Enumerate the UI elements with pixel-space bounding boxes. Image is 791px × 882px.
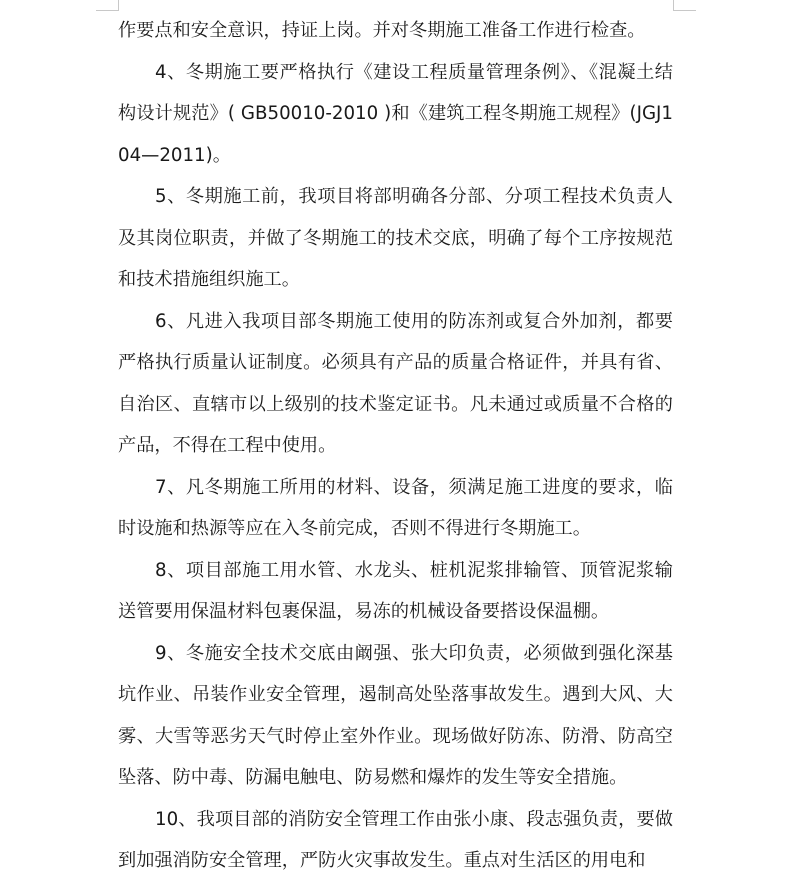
- crop-mark-right: [673, 0, 696, 11]
- paragraph-item-10: 10、我项目部的消防安全管理工作由张小康、段志强负责，要做到加强消防安全管理，严防火灾事故发生。重点对生活区的用电和: [118, 808, 673, 871]
- paragraph-item-7: 7、凡冬期施工所用的材料、设备，须满足施工进度的要求，临时设施和热源等应在入冬前完成，否则不得进行冬期施工。: [118, 476, 673, 539]
- paragraph-item-9: 9、冬施安全技术交底由阚强、张大印负责，必须做到强化深基坑作业、吊装作业安全管理，遏制高处坠落事故发生。遇到大风、大雾、大雪等恶劣天气时停止室外作业。现场做好防冻、防滑、防高空坠落、防中毒、防漏电触电、防易燃和爆炸的发生等安全措施。: [118, 642, 673, 788]
- paragraph-item-4: 4、冬期施工要严格执行《建设工程质量管理条例》、《混凝土结构设计规范》( GB50010-2010 )和《建筑工程冬期施工规程》(JGJ104—2011)。: [118, 61, 673, 166]
- crop-mark-left: [96, 0, 119, 11]
- document-body: [118, 10, 673, 882]
- paragraph-item-5: 5、冬期施工前，我项目将部明确各分部、分项工程技术负责人及其岗位职责，并做了冬期施工的技术交底，明确了每个工序按规范和技术措施组织施工。: [118, 186, 673, 290]
- paragraph-continuation: 作要点和安全意识，持证上岗。并对冬期施工准备工作进行检查。: [118, 20, 646, 41]
- paragraph-item-8: 8、项目部施工用水管、水龙头、桩机泥浆排输管、顶管泥浆输送管要用保温材料包裹保温，易冻的机械设备要搭设保温棚。: [118, 559, 673, 622]
- paragraph-item-6: 6、凡进入我项目部冬期施工使用的防冻剂或复合外加剂，都要严格执行质量认证制度。必须具有产品的质量合格证件，并具有省、自治区、直辖市以上级别的技术鉴定证书。凡未通过或质量不合格的产品，不得在工程中使用。: [118, 310, 673, 456]
